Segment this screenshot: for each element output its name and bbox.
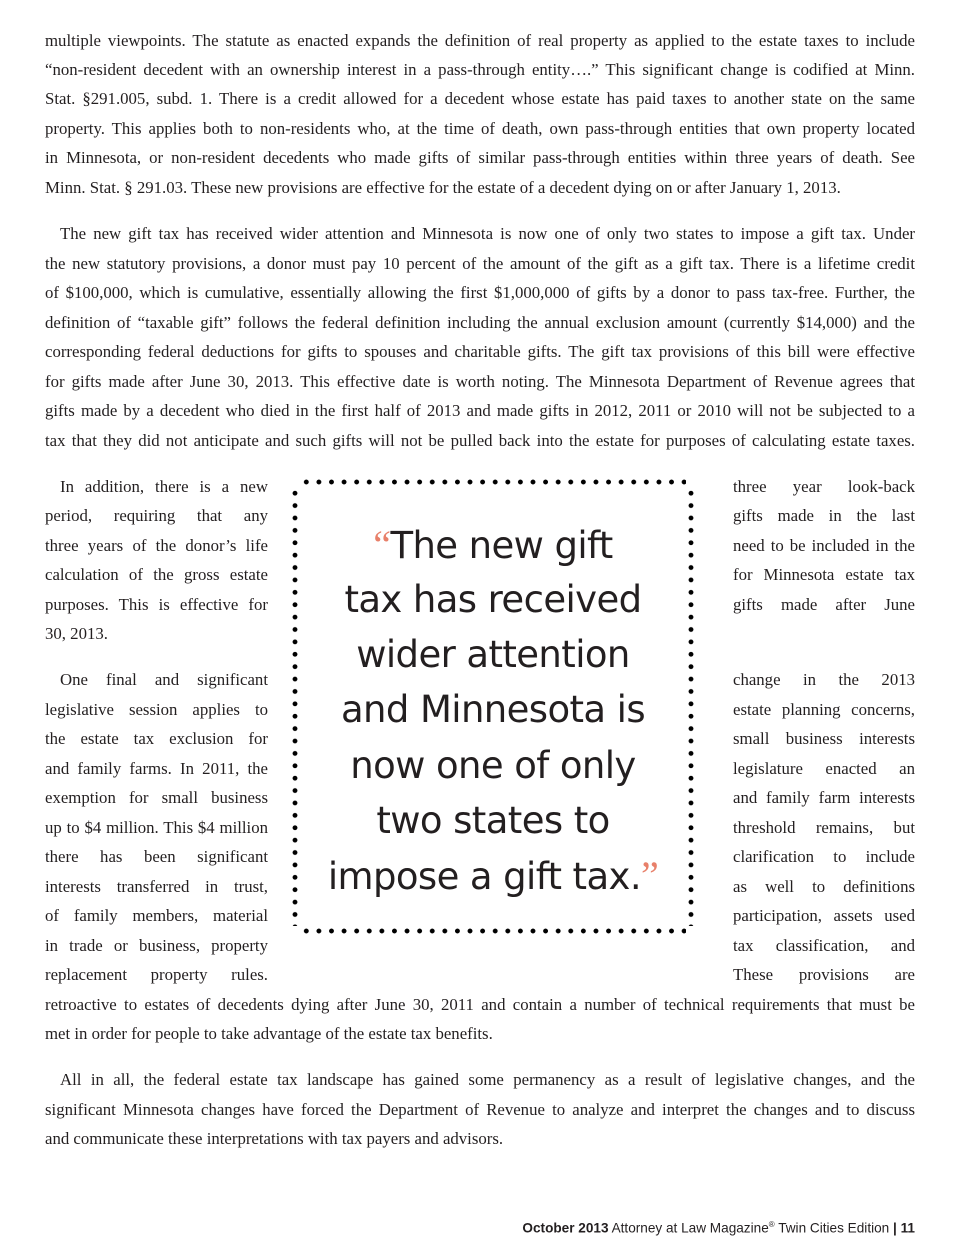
registered-mark: ® <box>768 1220 775 1229</box>
text-line: gifts made in the last <box>733 506 915 525</box>
pull-quote-line: two states to <box>376 799 610 842</box>
text-line: the estate tax exclusion for <box>45 729 268 748</box>
publication-name: Attorney at Law Magazine <box>611 1220 769 1236</box>
text-line: need to be included in the <box>733 536 915 555</box>
text-line: gifts made by a decedent who died in the first half of 2013 and made gifts in 2012, 2011 or 2010 will not be subjected to a <box>45 401 915 420</box>
text-line: tax that they did not anticipate and such gifts will not be pulled back into the estate for purposes of calculating estate taxes. <box>45 431 915 450</box>
dotted-border-top <box>300 479 686 485</box>
pull-quote-line: “The new gift <box>373 522 613 567</box>
text-line: of family members, material <box>45 906 268 925</box>
pull-quote-line: wider attention <box>356 633 630 676</box>
text-line: replacement property rules. <box>45 965 268 984</box>
pull-quote-line: impose a gift tax.” <box>327 853 659 898</box>
text-line: corresponding federal deductions for gifts to spouses and charitable gifts. The gift tax provisions of this bill were effective <box>45 342 915 361</box>
text-line: All in all, the federal estate tax landscape has gained some permanency as a result of legislative changes, and the <box>60 1070 915 1089</box>
text-line: three years of the donor’s life <box>45 536 268 555</box>
text-line: three year look-back <box>733 477 915 496</box>
text-line: significant Minnesota changes have forced the Department of Revenue to analyze and interpret the changes and to discuss <box>45 1100 915 1119</box>
text-line: legislature enacted an <box>733 759 915 778</box>
text-line: purposes. This is effective for <box>45 595 268 614</box>
pull-quote-line: and Minnesota is <box>340 688 646 731</box>
text-line: for gifts made after June 30, 2013. This effective date is worth noting. The Minnesota Department of Revenue agrees that <box>45 372 915 391</box>
close-quote-mark: ” <box>640 853 659 898</box>
text-line: the new statutory provisions, a donor must pay 10 percent of the amount of the gift as a gift tax. There is a lifetime credit <box>45 254 915 273</box>
text-line: interests transferred in trust, <box>45 877 268 896</box>
text-line: retroactive to estates of decedents dying after June 30, 2011 and contain a number of technical requirements that must be <box>45 995 915 1014</box>
text-line: The new gift tax has received wider attention and Minnesota is now one of only two states to impose a gift tax. Under <box>60 224 915 243</box>
text-line: exemption for small business <box>45 788 268 807</box>
text-line: there has been significant <box>45 847 268 866</box>
open-quote-mark: “ <box>373 522 391 567</box>
text-line: calculation of the gross estate <box>45 565 268 584</box>
issue-date: October 2013 <box>522 1220 609 1236</box>
footer-separator: | <box>893 1220 897 1236</box>
text-line: Minn. Stat. § 291.03. These new provisions are effective for the estate of a decedent dying on or after January 1, 2013. <box>45 178 841 197</box>
text-line: tax classification, and <box>733 936 915 955</box>
pull-quote-line: tax has received <box>344 578 642 621</box>
text-line: gifts made after June <box>733 595 915 614</box>
text-line: 30, 2013. <box>45 624 108 643</box>
text-line: These provisions are <box>733 965 915 984</box>
text-line: in Minnesota, or non-resident decedents who made gifts of similar pass-through entities within three years of death. See <box>45 148 915 167</box>
text-line: change in the 2013 <box>733 670 915 689</box>
edition-name: Twin Cities Edition <box>778 1220 890 1236</box>
text-line: small business interests <box>733 729 915 748</box>
text-line: estate planning concerns, <box>733 700 915 719</box>
text-line: property. This applies both to non-residents who, at the time of death, own pass-through entities that own property located <box>45 119 915 138</box>
text-line: legislative session applies to <box>45 700 268 719</box>
page-number: 11 <box>900 1220 915 1236</box>
text-line: “non-resident decedent with an ownership interest in a pass-through entity….” This significant change is codified at Minn. <box>45 60 915 79</box>
text-line: Stat. §291.005, subd. 1. There is a credit allowed for a decedent whose estate has paid taxes to another state on the same <box>45 89 915 108</box>
text-line: and family farms. In 2011, the <box>45 759 268 778</box>
text-line: participation, assets used <box>733 906 915 925</box>
text-line: threshold remains, but <box>733 818 915 837</box>
dotted-border-bottom <box>300 928 686 934</box>
text-line: met in order for people to take advantage of the estate tax benefits. <box>45 1024 493 1043</box>
text-line: in trade or business, property <box>45 936 268 955</box>
pull-quote <box>292 479 694 934</box>
text-line: One final and significant <box>60 670 268 689</box>
text-line: of $100,000, which is cumulative, essentially allowing the first $1,000,000 of gifts by a donor to pass tax-free. Further, the <box>45 283 915 302</box>
text-line: for Minnesota estate tax <box>733 565 915 584</box>
text-line: definition of “taxable gift” follows the federal definition including the annual exclusion amount (currently $14,000) and the <box>45 313 915 332</box>
page-footer <box>522 1220 915 1236</box>
text-line: and communicate these interpretations with tax payers and advisors. <box>45 1129 504 1148</box>
text-line: up to $4 million. This $4 million <box>45 818 268 837</box>
pull-quote-line: now one of only <box>350 744 636 787</box>
text-line: period, requiring that any <box>45 506 268 525</box>
text-line: clarification to include <box>733 847 915 866</box>
text-line: multiple viewpoints. The statute as enacted expands the definition of real property as applied to the estate taxes to include <box>45 31 915 50</box>
text-line: In addition, there is a new <box>60 477 268 496</box>
text-line: and family farm interests <box>733 788 915 807</box>
text-line: as well to definitions <box>733 877 915 896</box>
